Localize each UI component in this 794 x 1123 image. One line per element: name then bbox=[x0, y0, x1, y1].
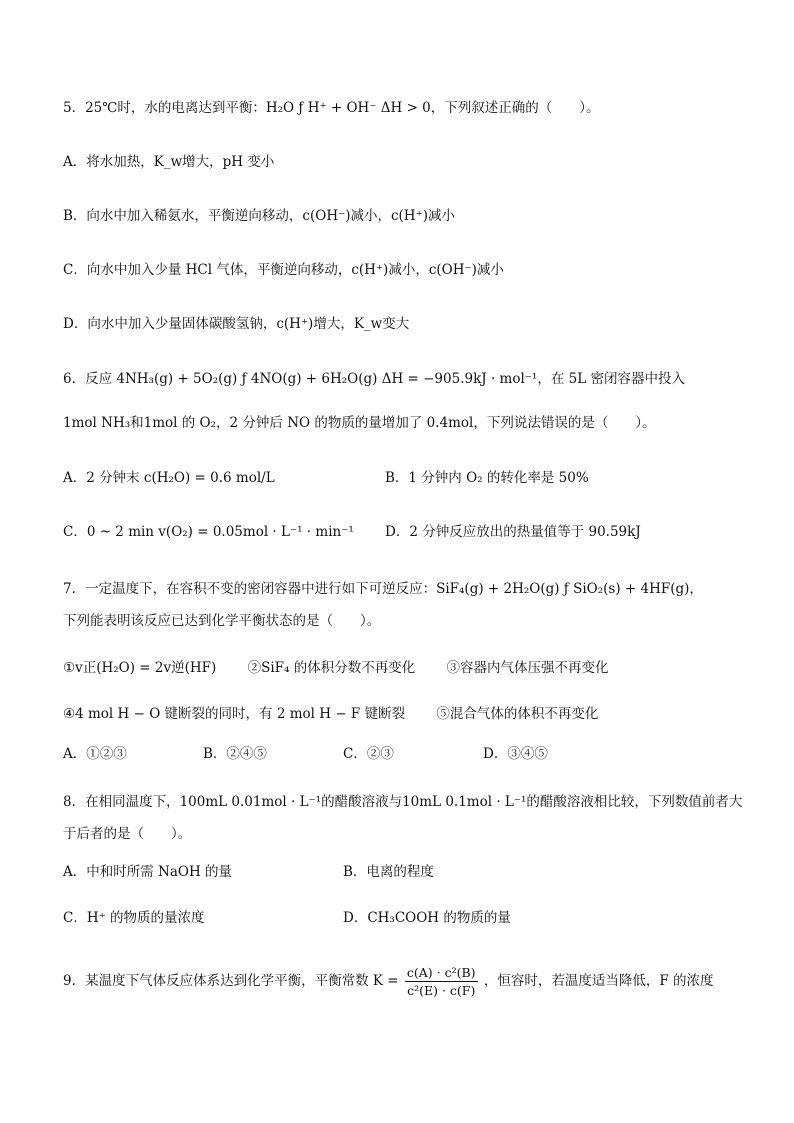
question-7-stem-line2: 下列能表明该反应已达到化学平衡状态的是（ ）。 bbox=[63, 613, 381, 629]
question-7-option-a: A．①②③ bbox=[63, 746, 127, 762]
question-5-stem: 5．25℃时，水的电离达到平衡：H₂O ƒ H⁺ + OH⁻ ΔH > 0，下列叙述正确的（ ）。 bbox=[63, 100, 600, 116]
question-5-option-c: C．向水中加入少量 HCl 气体，平衡逆向移动，c(H⁺)减小，c(OH⁻)减小 bbox=[63, 262, 504, 278]
question-7-stem-line1: 7．一定温度下，在容积不变的密闭容器中进行如下可逆反应：SiF₄(g) + 2H₂O(g) ƒ SiO₂(s) + 4HF(g)， bbox=[63, 581, 703, 597]
fraction-denominator: c²(E) · c(F) bbox=[407, 983, 476, 998]
question-8-stem-line1: 8．在相同温度下，100mL 0.01mol · L⁻¹的醋酸溶液与10mL 0.1mol · L⁻¹的醋酸溶液相比较，下列数值前者大 bbox=[63, 794, 743, 810]
question-5-option-a: A．将水加热，K_w增大，pH 变小 bbox=[63, 154, 275, 170]
question-6-stem-line1: 6．反应 4NH₃(g) + 5O₂(g) ƒ 4NO(g) + 6H₂O(g) ΔH = −905.9kJ · mol⁻¹，在 5L 密闭容器中投入 bbox=[63, 371, 685, 387]
question-9-stem-prefix: 9．某温度下气体反应体系达到化学平衡，平衡常数 K = bbox=[63, 973, 399, 989]
question-7-option-b: B．②④⑤ bbox=[203, 746, 267, 762]
question-8-option-d: D．CH₃COOH 的物质的量 bbox=[343, 910, 511, 926]
question-8-option-a: A．中和时所需 NaOH 的量 bbox=[63, 864, 233, 880]
question-7-conditions-line1: ①v正(H₂O) = 2v逆(HF) ②SiF₄ 的体积分数不再变化 ③容器内气体压强不再变化 bbox=[63, 660, 609, 676]
question-8-option-c: C．H⁺ 的物质的量浓度 bbox=[63, 910, 205, 926]
question-6-option-d: D．2 分钟反应放出的热量值等于 90.59kJ bbox=[385, 524, 641, 540]
question-6-option-b: B．1 分钟内 O₂ 的转化率是 50% bbox=[385, 470, 589, 486]
question-8-option-b: B．电离的程度 bbox=[343, 864, 434, 880]
question-5-option-d: D．向水中加入少量固体碳酸氢钠，c(H⁺)增大，K_w变大 bbox=[63, 316, 410, 332]
question-6-option-c: C．0 ~ 2 min v(O₂) = 0.05mol · L⁻¹ · min⁻¹ bbox=[63, 524, 354, 540]
question-8-stem-line2: 于后者的是（ ）。 bbox=[63, 826, 192, 842]
equilibrium-constant-fraction bbox=[405, 964, 478, 999]
question-9-stem bbox=[63, 962, 714, 1000]
question-7-option-c: C．②③ bbox=[343, 746, 394, 762]
question-7-conditions-line2: ④4 mol H − O 键断裂的同时，有 2 mol H − F 键断裂 ⑤混合气体的体积不再变化 bbox=[63, 706, 599, 722]
question-5-option-b: B．向水中加入稀氨水，平衡逆向移动，c(OH⁻)减小，c(H⁺)减小 bbox=[63, 208, 455, 224]
question-7-option-d: D．③④⑤ bbox=[483, 746, 548, 762]
fraction-numerator: c(A) · c²(B) bbox=[406, 965, 476, 980]
question-6-stem-line2: 1mol NH₃和1mol 的 O₂，2 分钟后 NO 的物质的量增加了 0.4mol，下列说法错误的是（ ）。 bbox=[63, 415, 656, 431]
question-9-stem-suffix: ，恒容时，若温度适当降低，F 的浓度 bbox=[483, 973, 714, 989]
question-6-option-a: A．2 分钟末 c(H₂O) = 0.6 mol/L bbox=[63, 470, 275, 486]
